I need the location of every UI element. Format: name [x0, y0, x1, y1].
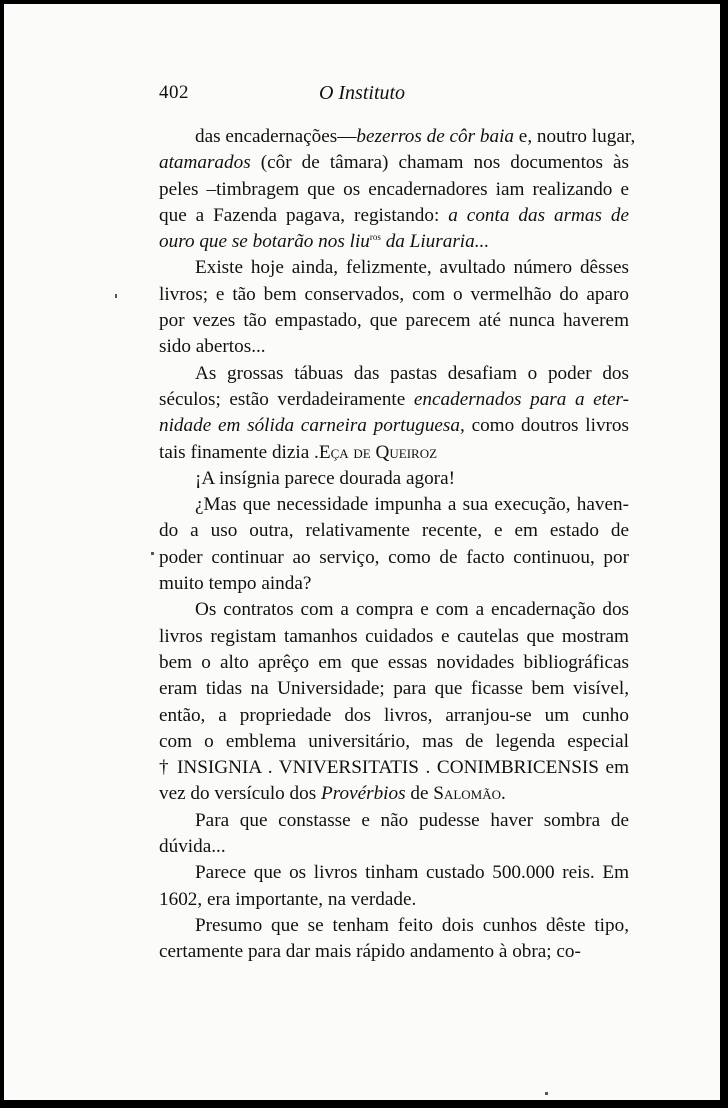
- text-line: [159, 334, 629, 360]
- text-run: com o emblema universitário, mas de legenda especial: [159, 730, 629, 752]
- text-run: séculos; estão verdadeiramente: [159, 388, 414, 410]
- text-line: [159, 650, 629, 676]
- scan-speck: [545, 1092, 548, 1095]
- text-run: e, noutro lugar,: [514, 126, 636, 147]
- italic-text: da Liuraria...: [380, 231, 490, 253]
- text-line: [159, 308, 629, 334]
- italic-text: Provérbios: [321, 783, 406, 805]
- text-run: poder continuar ao serviço, como de facto continuou, por: [159, 546, 629, 568]
- text-run: muito tempo ainda?: [159, 573, 312, 595]
- text-line: [159, 387, 629, 413]
- text-run: então, a propriedade dos livros, arranjou-se um cunho: [159, 704, 629, 726]
- paragraph: [159, 492, 629, 597]
- text-line: [159, 282, 629, 308]
- text-run: Os contratos com a compra e com a encadernação dos: [195, 599, 629, 621]
- text-run: 1602, era importante, na verdade.: [159, 888, 417, 910]
- text-line: [159, 466, 629, 492]
- text-run: .: [314, 441, 319, 463]
- page-header: [4, 82, 720, 112]
- paragraph: [159, 913, 629, 966]
- italic-text: ros: [369, 232, 381, 243]
- body-text: [159, 124, 636, 966]
- paragraph: [159, 466, 629, 492]
- text-run: tais finamente dizia: [159, 441, 315, 463]
- text-run: que a Fazenda pagava, registando:: [159, 204, 449, 226]
- text-line: [159, 124, 636, 150]
- text-run: das encadernações—: [195, 126, 357, 147]
- text-line: [159, 440, 629, 466]
- text-line: [159, 676, 629, 702]
- text-line: [159, 624, 629, 650]
- text-line: [159, 729, 629, 755]
- text-line: [159, 361, 629, 387]
- page-number: 402: [159, 82, 189, 103]
- paragraph: [159, 124, 636, 255]
- text-line: [159, 413, 629, 439]
- small-caps-name: Salomão: [433, 783, 502, 805]
- text-line: [159, 177, 629, 203]
- italic-text: a conta das armas de: [448, 204, 630, 226]
- text-run: dúvida...: [159, 836, 226, 858]
- paragraph: [159, 808, 629, 861]
- text-line: [159, 755, 629, 781]
- text-run: eram tidas na Universidade; para que ficasse bem visível,: [159, 678, 629, 700]
- scan-speck: [115, 294, 117, 298]
- paragraph: [159, 361, 629, 466]
- text-line: [159, 781, 629, 807]
- text-run: † INSIGNIA . VNIVERSITATIS . CONIMBRICENSIS em: [159, 757, 629, 779]
- text-line: [159, 492, 629, 518]
- scan-speck: [151, 552, 154, 555]
- paragraph: [159, 597, 629, 807]
- text-run: por vezes tão empastado, que parecem até nunca haverem: [159, 310, 629, 332]
- italic-text: bezerros de côr baia: [356, 126, 514, 147]
- text-run: Parece que os livros tinham custado 500.000 reis. Em: [195, 862, 629, 884]
- text-run: vez do versículo dos: [159, 783, 321, 805]
- paragraph: [159, 255, 629, 360]
- small-caps-name: Eça de Queiroz: [318, 441, 438, 463]
- text-line: [159, 913, 629, 939]
- text-run: peles –timbragem que os encadernadores iam realizando e: [159, 178, 629, 200]
- book-page: [4, 4, 720, 1100]
- text-line: [159, 703, 629, 729]
- italic-text: atamarados: [159, 152, 251, 174]
- italic-text: encadernados para a eter-: [413, 388, 629, 410]
- text-run: .: [501, 783, 506, 805]
- text-run: bem o alto aprêço em que essas novidades bibliográficas: [159, 651, 629, 673]
- paragraph: [159, 860, 629, 913]
- text-run: ¡A insígnia parece dourada agora!: [195, 467, 455, 489]
- text-line: [159, 939, 629, 965]
- text-line: [159, 150, 629, 176]
- text-run: ¿Mas que necessidade impunha a sua execução, haven-: [195, 494, 629, 516]
- text-line: [159, 571, 629, 597]
- text-line: [159, 518, 629, 544]
- text-run: Presumo que se tenham feito dois cunhos dêste tipo,: [195, 914, 629, 936]
- italic-text: nidade em sólida carneira portuguesa,: [159, 415, 465, 437]
- text-run: certamente para dar mais rápido andamento à obra; co-: [159, 941, 581, 963]
- text-line: [159, 834, 629, 860]
- text-run: de: [405, 783, 434, 805]
- text-line: [159, 255, 629, 281]
- text-run: As grossas tábuas das pastas desafiam o poder dos: [195, 362, 629, 384]
- text-run: Existe hoje ainda, felizmente, avultado número dêsses: [195, 257, 629, 279]
- text-run: livros registam tamanhos cuidados e cautelas que mostram: [159, 625, 629, 647]
- text-run: do a uso outra, relativamente recente, e em estado de: [159, 520, 629, 542]
- text-line: [159, 545, 629, 571]
- text-run: como doutros livros: [464, 415, 629, 437]
- running-title: O Instituto: [318, 82, 406, 104]
- text-line: [159, 808, 629, 834]
- text-run: sido abertos...: [159, 336, 266, 358]
- text-run: (côr de tâmara) chamam nos documentos às: [250, 152, 629, 174]
- text-line: [159, 203, 629, 229]
- text-line: [159, 887, 629, 913]
- italic-text: ouro que se botarão nos liu: [159, 231, 370, 253]
- text-line: [159, 597, 629, 623]
- text-run: livros; e tão bem conservados, com o vermelhão do aparo: [159, 283, 629, 305]
- text-run: Para que constasse e não pudesse haver sombra de: [195, 809, 629, 831]
- text-line: [159, 229, 629, 255]
- text-line: [159, 860, 629, 886]
